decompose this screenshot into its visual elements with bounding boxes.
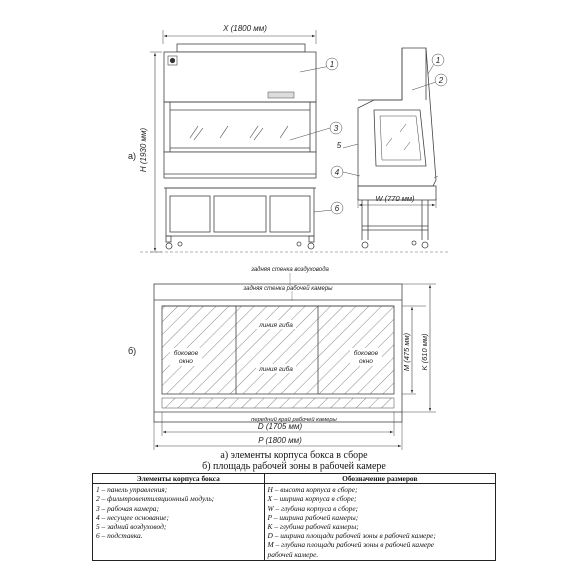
note-back-wall-duct: задняя стенка воздуховода (251, 267, 329, 273)
control-panel-badge (268, 92, 294, 98)
front-callout-6: 6 (334, 204, 340, 213)
side-window-label-right-2: окно (359, 358, 373, 365)
front-window-frame (164, 102, 316, 152)
side-view (358, 48, 436, 248)
dim-d-label: D (1705 мм) (257, 422, 303, 431)
legend-item: 4 – несущее основание; (96, 512, 169, 522)
view-label-b: б) (128, 346, 137, 356)
plan-front-grille (162, 398, 394, 408)
fold-line-label-2: линия гиба (259, 366, 293, 373)
front-callout-5: 5 (336, 141, 342, 150)
fold-line-label-1: линия гиба (259, 322, 293, 329)
legend-item: P – ширина рабочей камеры; (267, 512, 359, 522)
side-callout-4: 4 (334, 168, 340, 177)
legend-left-cell (93, 484, 265, 561)
side-window-label-left: боковое (173, 350, 199, 357)
legend-header-left: Элементы корпуса бокса (93, 474, 265, 484)
view-label-a: а) (128, 151, 137, 161)
legend-table (92, 473, 496, 561)
side-window-label-left-2: окно (179, 358, 193, 365)
dim-h-label: H (1930 мм) (139, 127, 148, 173)
note-back-wall-chamber: задняя стенка рабочей камеры (243, 286, 333, 292)
legend-body-row (93, 484, 496, 561)
legend-header-right: Обозначение размеров (264, 474, 495, 484)
front-view (150, 30, 316, 252)
note-front-edge: передний край рабочей камеры (251, 417, 337, 423)
front-callout-1: 1 (329, 60, 335, 69)
legend-header-row (93, 474, 496, 484)
front-stand (166, 188, 314, 236)
legend-item: 3 – рабочая камера; (96, 503, 159, 513)
side-body-outline (358, 48, 436, 186)
legend-item: 1 – панель управления; (96, 485, 168, 495)
legend-item: W – глубина корпуса в сборе; (267, 503, 359, 513)
dim-k-label: K (610 мм) (420, 333, 429, 371)
dim-p-label: P (1800 мм) (258, 436, 302, 445)
front-top-box (177, 44, 305, 52)
dim-x-label: X (1800 мм) (223, 24, 267, 33)
dim-m-label: M (475 мм) (402, 332, 411, 372)
legend-item: рабочей камере. (267, 549, 319, 559)
side-window-label-right: боковое (353, 350, 379, 357)
front-callout-3: 3 (333, 124, 339, 133)
legend-right-cell (264, 484, 495, 561)
legend-item: 2 – фильтровентиляционный модуль; (96, 494, 215, 504)
legend-item: M – глубина площади рабочей зоны в рабочей камере (267, 540, 435, 550)
legend-item: D – ширина площади рабочей зоны в рабочей камере; (267, 531, 436, 541)
legend-item: X – ширина корпуса в сборе; (267, 494, 357, 504)
legend-item: 5 – задний воздуховод; (96, 522, 167, 532)
legend-item: H – высота корпуса в сборе; (267, 485, 358, 495)
side-callout-2: 2 (438, 76, 444, 85)
caption-b: б) площадь рабочей зоны в рабочей камере (202, 461, 386, 472)
side-callout-1: 1 (435, 56, 441, 65)
legend-item: 6 – подставка. (96, 531, 143, 541)
caption-a: а) элементы корпуса бокса в сборе (220, 450, 368, 461)
dim-w-label: W (770 мм) (375, 194, 415, 203)
legend-item: K – глубина рабочей камеры; (267, 522, 359, 532)
